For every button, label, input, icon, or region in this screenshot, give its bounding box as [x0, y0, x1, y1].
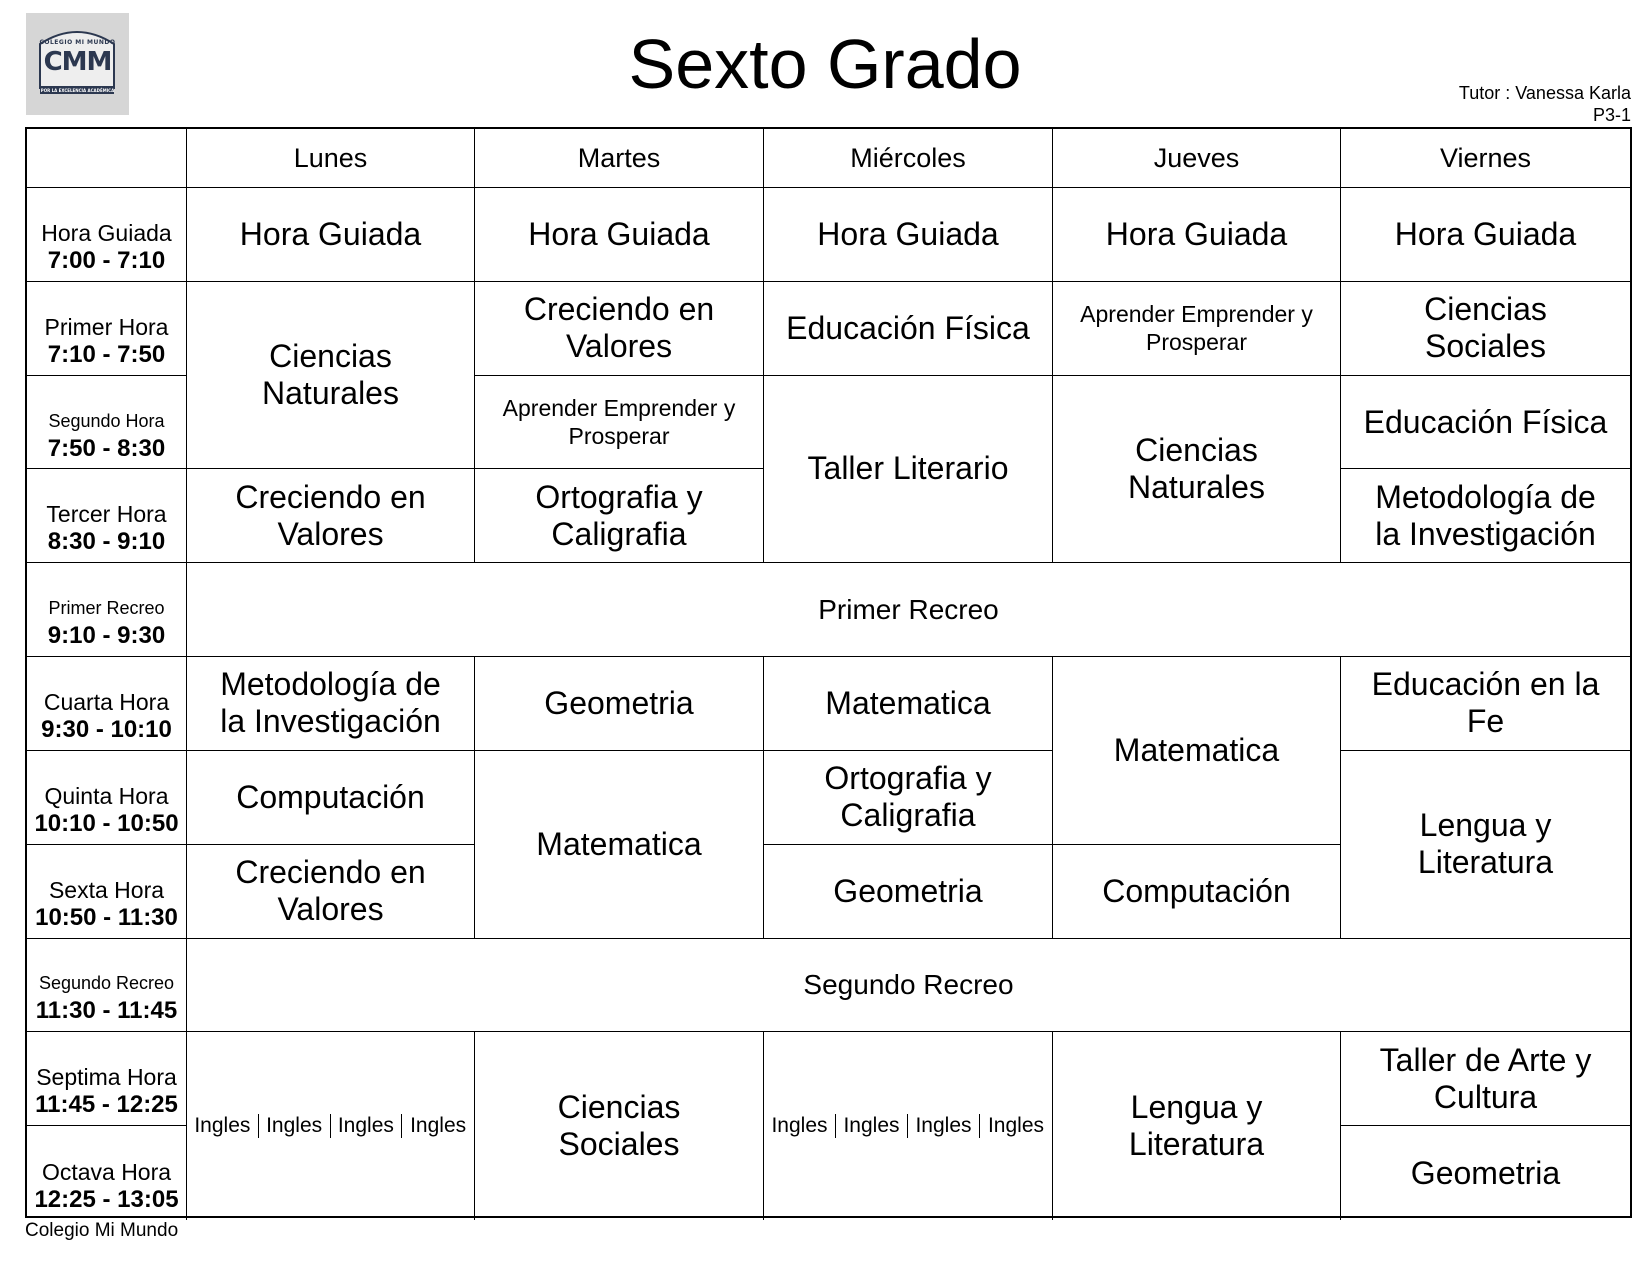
- subject-cell: Ingles: [764, 1114, 836, 1138]
- period-time: 12:25 - 13:05: [34, 1185, 179, 1213]
- subject-line: Caligrafia: [840, 797, 976, 834]
- period-label: Primer Hora: [44, 313, 169, 340]
- subject-line: Literatura: [1128, 1126, 1265, 1163]
- period-label: Octava Hora: [41, 1158, 172, 1185]
- subject-cell: Computación: [187, 751, 475, 845]
- recess-cell: Primer Recreo: [187, 563, 1630, 657]
- subject-cell: Educación Física: [1341, 376, 1630, 470]
- subject-cell: Ingles: [987, 1114, 1045, 1138]
- period-label: Hora Guiada: [41, 219, 172, 246]
- subject-line: Sociales: [1425, 328, 1546, 365]
- ingles-group: [764, 1032, 1053, 1220]
- subject-line: Ciencias: [557, 1089, 681, 1126]
- period-label: Segundo Recreo: [38, 973, 175, 994]
- subject-cell: [187, 282, 475, 470]
- period-label: Tercer Hora: [46, 501, 167, 528]
- subject-line: Ortografia y: [824, 760, 992, 797]
- period-time: 7:50 - 8:30: [47, 434, 166, 462]
- subject-cell: Taller Literario: [764, 376, 1053, 564]
- subject-cell: [475, 282, 764, 376]
- subject-line: Creciendo en: [235, 854, 426, 891]
- subject-cell: [1341, 657, 1630, 751]
- tutor-label: Tutor : Vanessa Karla: [1458, 83, 1631, 103]
- subject-line: Aprender Emprender y: [1080, 301, 1313, 328]
- subject-cell: [1053, 376, 1341, 564]
- logo-main-text: CMM: [43, 47, 112, 77]
- subject-line: Sociales: [558, 1126, 680, 1163]
- subject-cell: [764, 751, 1053, 845]
- subject-cell: [1341, 282, 1630, 376]
- subject-line: Ciencias: [1424, 291, 1547, 328]
- period-cell: [27, 282, 187, 376]
- subject-line: Metodología de: [1375, 478, 1596, 515]
- subject-cell: Hora Guiada: [764, 188, 1053, 282]
- period-time: 10:50 - 11:30: [35, 903, 178, 931]
- day-header: Lunes: [187, 129, 475, 188]
- period-time: 8:30 - 9:10: [47, 528, 166, 556]
- recess-cell: Segundo Recreo: [187, 939, 1630, 1033]
- subject-line: Ciencias: [1135, 431, 1258, 468]
- subject-line: Cultura: [1433, 1078, 1538, 1115]
- period-label: Septima Hora: [36, 1064, 177, 1091]
- period-label: Segundo Hora: [48, 410, 165, 431]
- footer-school-name: Colegio Mi Mundo: [25, 1220, 179, 1241]
- subject-line: Ciencias: [269, 338, 392, 375]
- subject-cell: Ingles: [331, 1114, 403, 1138]
- day-header: Miércoles: [764, 129, 1053, 188]
- subject-cell: [1341, 751, 1630, 939]
- subject-line: Metodología de: [220, 666, 441, 703]
- subject-cell: [187, 469, 475, 563]
- subject-cell: Ingles: [410, 1114, 467, 1138]
- subject-line: Prosperar: [1146, 329, 1247, 356]
- period-time: 11:30 - 11:45: [35, 997, 178, 1025]
- period-time: 7:00 - 7:10: [47, 246, 166, 274]
- subject-cell: Geometria: [1410, 1154, 1561, 1191]
- page-title: Sexto Grado: [628, 25, 1022, 103]
- subject-line: Ortografia y: [535, 478, 703, 515]
- period-time: 9:10 - 9:30: [47, 622, 166, 650]
- subject-line: Valores: [277, 515, 384, 552]
- subject-cell: Geometria: [475, 657, 764, 751]
- subject-line: Taller de Arte y: [1379, 1041, 1592, 1078]
- subject-cell: [1341, 469, 1630, 563]
- period-cell: [27, 188, 187, 282]
- subject-cell: [1053, 1032, 1341, 1220]
- period-cell: [27, 376, 187, 470]
- subject-line: Caligrafia: [551, 515, 687, 552]
- subject-cell: Hora Guiada: [475, 188, 764, 282]
- period-label: Cuarta Hora: [43, 688, 170, 715]
- subject-cell: Hora Guiada: [187, 188, 475, 282]
- section-code: P3-1: [1592, 105, 1631, 125]
- logo-bottom-text: POR LA EXCELENCIA ACADÉMICA: [40, 88, 115, 93]
- day-header: Jueves: [1053, 129, 1341, 188]
- subject-cell: Ingles: [836, 1114, 908, 1138]
- period-cell: [27, 563, 187, 657]
- schedule-table: [25, 127, 1632, 1218]
- subject-line: Creciendo en: [523, 291, 715, 328]
- period-time: 10:10 - 10:50: [34, 809, 179, 837]
- logo-top-text: COLEGIO MI MUNDO: [39, 39, 116, 46]
- period-cell: [27, 1032, 187, 1126]
- period-time: 7:10 - 7:50: [47, 340, 166, 368]
- subject-cell: Educación Física: [764, 282, 1053, 376]
- subject-line: Valores: [565, 328, 673, 365]
- subject-cell: Matematica: [475, 751, 764, 939]
- day-header: Viernes: [1341, 129, 1630, 188]
- subject-cell: [1341, 1032, 1630, 1126]
- subject-cell: [187, 845, 475, 939]
- period-cell: [27, 939, 187, 1033]
- subject-cell: [187, 657, 475, 751]
- period-cell: [27, 751, 187, 845]
- subject-line: la Investigación: [220, 703, 441, 740]
- subject-line: Fe: [1466, 703, 1505, 740]
- subject-line: Prosperar: [568, 423, 670, 450]
- period-label: Sexta Hora: [48, 876, 165, 903]
- period-cell: [27, 469, 187, 563]
- subject-cell: Ingles: [187, 1114, 259, 1138]
- subject-cell: Ingles: [259, 1114, 331, 1138]
- period-cell: [27, 845, 187, 939]
- subject-cell: Matematica: [764, 657, 1053, 751]
- period-cell: [27, 1126, 187, 1220]
- subject-cell: [475, 469, 764, 563]
- subject-cell: Hora Guiada: [1341, 188, 1630, 282]
- subject-cell: [1053, 282, 1341, 376]
- subject-line: Lengua y: [1130, 1089, 1263, 1126]
- ingles-group: [187, 1032, 475, 1220]
- period-label: Primer Recreo: [48, 598, 165, 619]
- subject-cell: Geometria: [764, 845, 1053, 939]
- subject-line: Creciendo en: [235, 478, 426, 515]
- period-label: Quinta Hora: [44, 782, 169, 809]
- subject-cell: [475, 376, 764, 470]
- period-cell: [27, 657, 187, 751]
- subject-cell: Ingles: [908, 1114, 980, 1138]
- period-time: 9:30 - 10:10: [41, 715, 172, 743]
- subject-line: Literatura: [1417, 844, 1554, 881]
- subject-line: Lengua y: [1419, 807, 1552, 844]
- subject-cell: [475, 1032, 764, 1220]
- subject-line: Aprender Emprender y: [502, 395, 736, 422]
- subject-cell: Computación: [1053, 845, 1341, 939]
- subject-line: la Investigación: [1375, 515, 1596, 552]
- subject-line: Naturales: [262, 375, 399, 412]
- subject-cell: Matematica: [1053, 657, 1341, 845]
- subject-cell: Hora Guiada: [1053, 188, 1341, 282]
- day-header: Martes: [475, 129, 764, 188]
- corner-cell: [27, 129, 187, 188]
- subject-line: Valores: [277, 891, 384, 928]
- subject-line: Educación en la: [1371, 666, 1600, 703]
- period-time: 11:45 - 12:25: [35, 1091, 178, 1119]
- subject-line: Naturales: [1128, 468, 1265, 505]
